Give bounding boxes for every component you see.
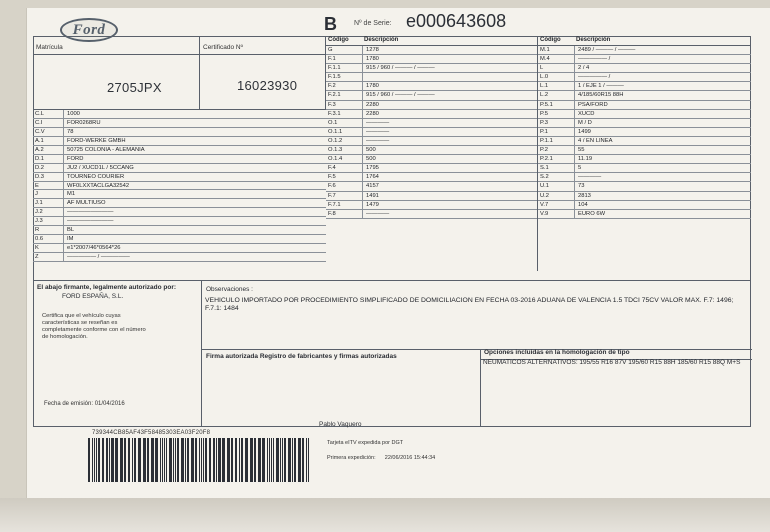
table-row <box>538 210 751 219</box>
row-desc: 55 <box>574 146 584 155</box>
matricula-value: 2705JPX <box>107 80 162 95</box>
row-desc: 1278 <box>362 46 379 55</box>
barcode-bar <box>254 438 256 482</box>
barcode-bar <box>276 438 279 482</box>
row-desc: 2813 <box>574 192 591 201</box>
barcode-bar <box>201 438 202 482</box>
row-desc: 1499 <box>574 128 591 137</box>
barcode-bar <box>143 438 146 482</box>
table-row <box>538 192 751 201</box>
barcode-bar <box>203 438 204 482</box>
row-code: L.0 <box>540 74 549 81</box>
row-desc: 1491 <box>362 192 379 201</box>
table-row <box>326 210 537 219</box>
row-code: D.3 <box>35 173 45 180</box>
row-code: F.1.1 <box>328 65 341 72</box>
table-row <box>326 82 537 91</box>
barcode-bar <box>267 438 268 482</box>
table-row <box>538 201 751 210</box>
row-value: IM <box>63 235 73 244</box>
table-row <box>538 182 751 191</box>
certificado-label: Certificado Nº <box>203 44 243 51</box>
barcode-bar <box>245 438 248 482</box>
row-code: P.3 <box>540 119 548 126</box>
barcode-bar <box>120 438 123 482</box>
row-desc: 2 / 4 <box>574 64 589 73</box>
divider <box>480 349 481 427</box>
desk-surface <box>0 498 770 532</box>
matricula-label: Matrícula <box>36 44 63 51</box>
table-row <box>33 173 326 182</box>
table-row <box>326 173 537 182</box>
barcode-bar <box>138 438 141 482</box>
table-row <box>33 137 326 146</box>
row-code: M.4 <box>540 56 550 63</box>
row-code: F.3 <box>328 101 336 108</box>
table-row <box>326 192 537 201</box>
table-row <box>538 64 751 73</box>
table-row <box>538 164 751 173</box>
row-code: J <box>35 191 38 198</box>
tarjeta-text: Tarjeta eITV expedida por DGT <box>327 440 404 446</box>
opciones-title: Opciones incluidas en la homologación de tipo <box>484 349 630 356</box>
row-value: FOR0268RU <box>63 119 101 128</box>
table-row <box>326 101 537 110</box>
barcode-bar <box>102 438 104 482</box>
row-code: L.2 <box>540 92 549 99</box>
row-code: 0.6 <box>35 236 44 243</box>
code-header: Código <box>540 37 561 43</box>
row-code: F.2 <box>328 83 336 90</box>
mass-data-table <box>326 36 538 271</box>
table-row <box>538 155 751 164</box>
row-desc: 915 / 960 / ——— / ——— <box>362 64 435 73</box>
barcode-bar <box>115 438 118 482</box>
barcode-bar <box>216 438 217 482</box>
row-code: F.5 <box>328 174 336 181</box>
table-row <box>326 110 537 119</box>
primera-expedicion <box>327 455 435 461</box>
barcode-text: 739344CB85AF43F58485303EA03F20F8 <box>92 430 211 436</box>
table-row <box>538 91 751 100</box>
table-row <box>326 91 537 100</box>
auth-title: El abajo firmante, legalmente autorizado por: <box>37 284 177 291</box>
table-row <box>538 173 751 182</box>
row-desc: ———— <box>362 210 389 219</box>
row-desc: 2489 / ——— / ——— <box>574 46 635 55</box>
row-desc <box>362 73 366 82</box>
firma-title: Firma autorizada Registro de fabricantes y firmas autorizadas <box>206 353 397 360</box>
table-row <box>538 128 751 137</box>
table-row <box>33 217 326 226</box>
table-row <box>33 146 326 155</box>
observaciones-text: VEHICULO IMPORTADO POR PROCEDIMIENTO SIMPLIFICADO DE DOMICILIACION EN FECHA 03-2016 ADUANA DE VALENCIA 1.5 TDCI 75CV VALOR MAX. F.7: 1496; F.7.1: 1484 <box>205 297 734 312</box>
row-code: V.9 <box>540 210 549 217</box>
row-value: AF MULTIUSO <box>63 199 106 208</box>
barcode-bar <box>147 438 149 482</box>
row-code: K <box>35 245 39 252</box>
row-code: P.5.1 <box>540 101 553 108</box>
barcode-bar <box>273 438 274 482</box>
table-row <box>326 146 537 155</box>
row-code: A.1 <box>35 137 44 144</box>
barcode-bar <box>124 438 126 482</box>
barcode-bar <box>222 438 225 482</box>
barcode-bar <box>227 438 230 482</box>
row-code: Z <box>35 254 39 260</box>
row-desc: XUCD <box>574 110 594 119</box>
row-code: D.1 <box>35 155 45 162</box>
doc-type-letter: B <box>324 14 337 34</box>
row-desc: 2280 <box>362 110 379 119</box>
barcode-bar <box>106 438 108 482</box>
row-code: P.2.1 <box>540 156 553 163</box>
certificado-value: 16023930 <box>237 78 298 93</box>
row-code: A.2 <box>35 146 44 153</box>
row-value: 78 <box>63 128 73 137</box>
vehicle-data-left <box>33 110 326 262</box>
barcode-bar <box>175 438 176 482</box>
divider <box>202 349 752 350</box>
table-row <box>326 182 537 191</box>
barcode-bar <box>92 438 93 482</box>
table-row <box>326 155 537 164</box>
barcode-bar <box>151 438 154 482</box>
row-code: C.L <box>35 111 45 117</box>
barcode-bar <box>271 438 272 482</box>
fecha-label: Fecha de emisión: <box>44 401 94 407</box>
barcode-bar <box>235 438 237 482</box>
row-desc: 1780 <box>362 55 379 64</box>
row-code: P.1.1 <box>540 137 553 144</box>
barcode-bar <box>111 438 114 482</box>
barcode-bar <box>292 438 293 482</box>
row-value: ———————— <box>63 217 113 226</box>
table-row <box>33 182 326 191</box>
row-desc: EURO 6W <box>574 210 605 219</box>
row-code: L <box>540 65 544 72</box>
table-row <box>33 155 326 164</box>
row-code: F.4 <box>328 165 336 172</box>
table-row <box>33 253 326 262</box>
issue-date <box>44 401 125 407</box>
row-desc: PSA/FORD <box>574 101 608 110</box>
barcode-bar <box>96 438 97 482</box>
row-code: L.1 <box>540 83 549 90</box>
row-desc: ———— <box>362 119 389 128</box>
row-desc: 500 <box>362 146 376 155</box>
row-value: ———————— <box>63 208 113 217</box>
row-code: E <box>35 182 39 189</box>
row-value: M1 <box>63 190 75 199</box>
row-code: G <box>328 47 333 53</box>
row-code: O.1.4 <box>328 156 343 163</box>
row-value: BL <box>63 226 74 235</box>
barcode-bar <box>134 438 136 482</box>
row-desc: 1479 <box>362 201 379 210</box>
observaciones-title: Observaciones : <box>206 286 253 293</box>
table-row <box>326 73 537 82</box>
barcode-bar <box>284 438 286 482</box>
row-desc: 2280 <box>362 101 379 110</box>
serie-number: e000643608 <box>406 11 507 31</box>
barcode-bar <box>195 438 197 482</box>
barcode-bar <box>88 438 90 482</box>
table-row <box>538 101 751 110</box>
ids-header <box>33 36 326 110</box>
logo-text: Ford <box>72 21 106 38</box>
barcode-bar <box>258 438 261 482</box>
row-code: F.2.1 <box>328 92 341 99</box>
row-code: P.5 <box>540 110 548 117</box>
opciones-text: NEUMATICOS ALTERNATIVOS: 195/55 R16 87V 195/60 R15 88H 185/60 R15 88Q M+S <box>483 359 741 366</box>
barcode-bar <box>209 438 211 482</box>
barcode-bar <box>109 438 110 482</box>
row-code: O.1.3 <box>328 147 343 154</box>
barcode-bar <box>239 438 240 482</box>
table-row <box>326 55 537 64</box>
divider <box>33 54 326 55</box>
primera-value: 22/06/2016 15:44:34 <box>384 455 436 461</box>
row-code: C.I <box>35 119 43 126</box>
barcode-bar <box>162 438 163 482</box>
barcode-bar <box>231 438 233 482</box>
row-code: F.8 <box>328 210 336 217</box>
barcode-bar <box>173 438 174 482</box>
barcode-bar <box>169 438 172 482</box>
table-row <box>326 128 537 137</box>
barcode-bar <box>306 438 307 482</box>
row-code: U.1 <box>540 183 550 190</box>
row-desc: 500 <box>362 155 376 164</box>
table-row <box>33 190 326 199</box>
row-code: F.1.5 <box>328 74 341 81</box>
mid-column-header <box>326 36 537 46</box>
table-row <box>538 82 751 91</box>
row-value: JU2 / XUCD1L / 5CCANG <box>63 164 134 173</box>
barcode-bar <box>282 438 283 482</box>
barcode-bar <box>308 438 309 482</box>
row-code: J.2 <box>35 209 43 216</box>
barcode-bar <box>262 438 265 482</box>
row-value: 50725 COLONIA - ALEMANIA <box>63 146 145 155</box>
barcode-bar <box>199 438 200 482</box>
serie-label: Nº de Serie: <box>354 20 392 27</box>
table-row <box>538 137 751 146</box>
row-value: ————— / ————— <box>63 253 130 262</box>
row-desc: ———— <box>574 173 601 182</box>
barcode-bar <box>218 438 221 482</box>
row-desc: 104 <box>574 201 588 210</box>
row-code: D.2 <box>35 164 45 171</box>
barcode-bar <box>213 438 215 482</box>
desc-header: Descripción <box>576 37 611 43</box>
row-desc: 1795 <box>362 164 379 173</box>
table-row <box>33 199 326 208</box>
barcode-bar <box>164 438 165 482</box>
barcode-bar <box>132 438 133 482</box>
row-code: P.2 <box>540 147 548 154</box>
signer-name: Pablo Vaquero <box>319 421 362 428</box>
barcode-bar <box>288 438 291 482</box>
table-row <box>33 128 326 137</box>
lower-section <box>33 281 751 427</box>
row-desc: ———— <box>362 137 389 146</box>
technical-data-table <box>538 36 751 244</box>
row-code: J.3 <box>35 218 43 225</box>
divider <box>199 36 200 110</box>
table-row <box>538 119 751 128</box>
table-row <box>33 235 326 244</box>
table-row <box>326 164 537 173</box>
row-desc: ————— / <box>574 55 610 64</box>
table-row <box>326 137 537 146</box>
row-value: FORD-WERKE GMBH <box>63 137 126 146</box>
barcode <box>88 438 312 482</box>
row-code: F.1 <box>328 56 336 63</box>
row-desc: ————— / <box>574 73 610 82</box>
barcode-bar <box>191 438 194 482</box>
desc-header: Descripción <box>364 37 399 43</box>
barcode-bar <box>294 438 296 482</box>
certification-text: Certifica que el vehículo cuyas características se reseñan es completamente conforme con el número de homologación. <box>42 313 146 340</box>
row-desc: 5 <box>574 164 581 173</box>
barcode-bar <box>155 438 158 482</box>
row-code: F.7.1 <box>328 201 341 208</box>
barcode-bar <box>166 438 167 482</box>
row-desc: 73 <box>574 182 584 191</box>
barcode-bar <box>160 438 161 482</box>
barcode-bar <box>98 438 100 482</box>
row-code: S.2 <box>540 174 549 181</box>
row-code: J.1 <box>35 200 43 207</box>
table-row <box>326 201 537 210</box>
table-row <box>33 119 326 128</box>
row-code: O.1.2 <box>328 137 343 144</box>
row-code: R <box>35 227 40 234</box>
barcode-bar <box>185 438 186 482</box>
table-row <box>326 46 537 55</box>
primera-label: Primera expedición: <box>327 455 376 461</box>
barcode-bar <box>205 438 207 482</box>
table-row <box>538 110 751 119</box>
table-row <box>326 64 537 73</box>
row-desc: 4157 <box>362 182 379 191</box>
row-desc: 1 / EJE 1 / ——— <box>574 82 624 91</box>
barcode-bar <box>298 438 301 482</box>
barcode-bar <box>187 438 189 482</box>
row-code: O.1.1 <box>328 128 343 135</box>
row-desc: 4/185/60R15 88H <box>574 91 623 100</box>
barcode-bar <box>177 438 179 482</box>
barcode-bar <box>302 438 304 482</box>
row-code: U.2 <box>540 192 550 199</box>
row-value: TOURNEO COURIER <box>63 173 124 182</box>
table-row <box>33 208 326 217</box>
row-value: 1000 <box>63 110 80 119</box>
fecha-value: 01/04/2016 <box>94 401 125 407</box>
row-desc: M / D <box>574 119 592 128</box>
row-code: F.7 <box>328 192 336 199</box>
barcode-bar <box>280 438 281 482</box>
auth-company: FORD ESPAÑA, S.L. <box>62 293 124 300</box>
table-row <box>33 164 326 173</box>
barcode-bar <box>181 438 184 482</box>
row-desc: 4 / EN LINEA <box>574 137 612 146</box>
table-row <box>538 55 751 64</box>
table-row <box>538 46 751 55</box>
table-row <box>538 73 751 82</box>
row-desc: 915 / 960 / ——— / ——— <box>362 91 435 100</box>
row-code: S.1 <box>540 165 549 172</box>
row-value: WF0LXXTACLGA32542 <box>63 182 129 191</box>
row-desc: 1764 <box>362 173 379 182</box>
code-header: Código <box>328 37 349 43</box>
row-desc: ———— <box>362 128 389 137</box>
barcode-bar <box>269 438 270 482</box>
row-desc: 1780 <box>362 82 379 91</box>
row-code: F.6 <box>328 183 336 190</box>
table-row <box>33 244 326 253</box>
barcode-bar <box>241 438 243 482</box>
table-row <box>33 110 326 119</box>
row-desc: 11.19 <box>574 155 592 164</box>
table-row <box>33 226 326 235</box>
row-value: FORD <box>63 155 83 164</box>
barcode-bar <box>250 438 253 482</box>
row-code: F.3.1 <box>328 110 341 117</box>
right-column-header <box>538 36 751 46</box>
table-row <box>538 146 751 155</box>
table-row <box>326 119 537 128</box>
barcode-bar <box>94 438 95 482</box>
row-code: O.1 <box>328 119 338 126</box>
row-code: P.1 <box>540 128 548 135</box>
barcode-bar <box>128 438 130 482</box>
row-code: V.7 <box>540 201 549 208</box>
row-code: C.V <box>35 128 45 135</box>
row-value: e1*2007/46*0564*26 <box>63 244 121 253</box>
authorization-box <box>34 281 202 427</box>
row-code: M.1 <box>540 47 550 53</box>
